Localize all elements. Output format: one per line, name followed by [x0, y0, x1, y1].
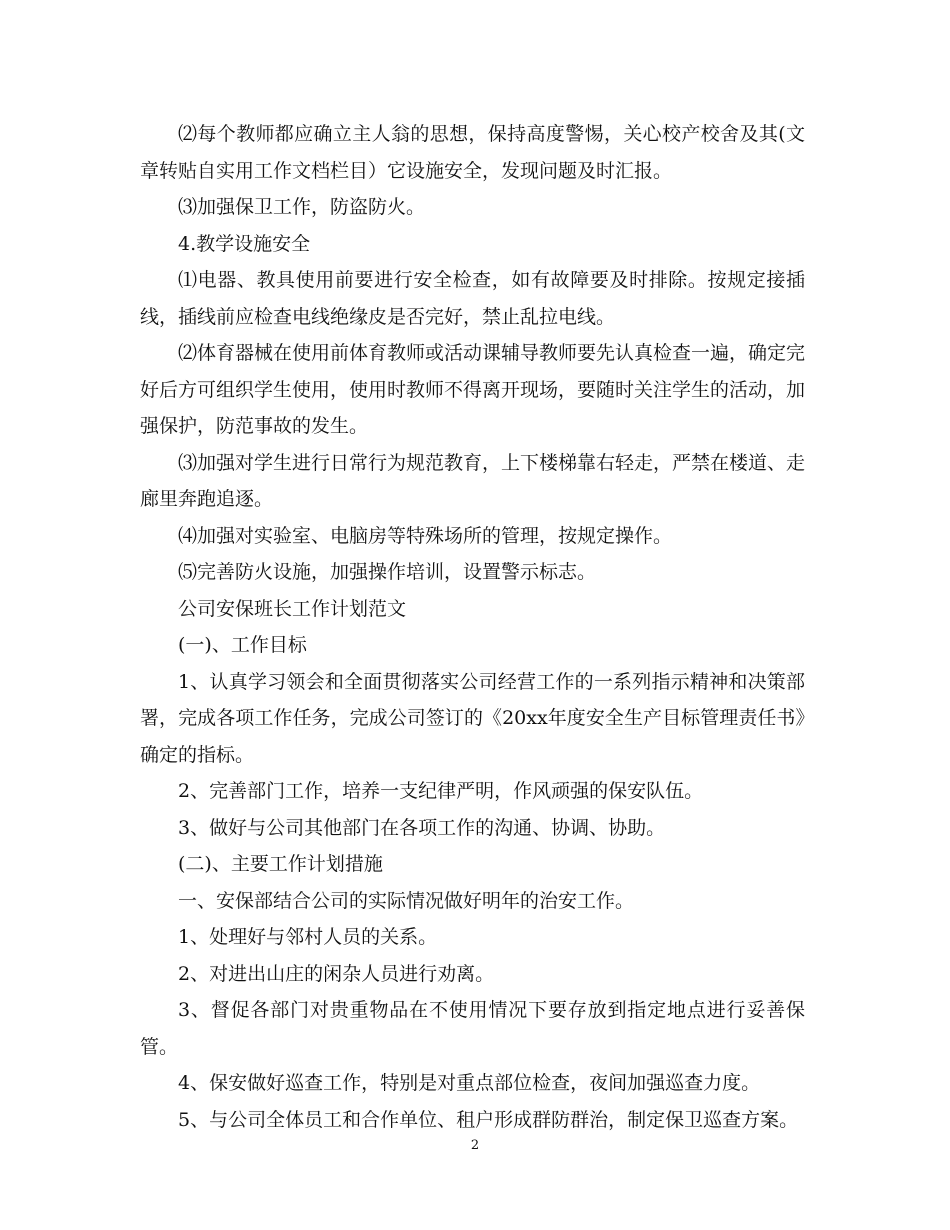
section-heading-main-measures: (二)、主要工作计划措施	[178, 853, 383, 875]
paragraph-18: 3、督促各部门对贵重物品在不使用情况下要存放到指定地点进行妥善保管。	[140, 999, 805, 1058]
paragraph-11: 1、认真学习领会和全面贯彻落实公司经营工作的一系列指示精神和决策部署，完成各项工作任务，完成公司签订的《20xx年度安全生产目标管理责任书》确定的指标。	[140, 670, 805, 766]
paragraph-4: ⑴电器、教具使用前要进行安全检查，如有故障要及时排除。按规定接插线，插线前应检查电线绝缘皮是否完好，禁止乱拉电线。	[140, 269, 805, 328]
paragraph-13: 3、做好与公司其他部门在各项工作的沟通、协调、协助。	[178, 816, 666, 839]
document-title-security-plan: 公司安保班长工作计划范文	[178, 597, 407, 620]
paragraph-15: 一、安保部结合公司的实际情况做好明年的治安工作。	[178, 889, 635, 912]
paragraph-2: ⑶加强保卫工作，防盗防火。	[178, 196, 426, 218]
document-body	[140, 116, 805, 1138]
page-number: 2	[470, 1138, 480, 1153]
paragraph-17: 2、对进出山庄的闲杂人员进行劝离。	[178, 962, 495, 985]
section-heading-teaching-facilities: 4.教学设施安全	[178, 232, 311, 255]
paragraph-5: ⑵体育器械在使用前体育教师或活动课辅导教师要先认真检查一遍，确定完好后方可组织学生使用，使用时教师不得离开现场，要随时关注学生的活动，加强保护，防范事故的发生。	[140, 342, 806, 437]
paragraph-8: ⑸完善防火设施，加强操作培训，设置警示标志。	[178, 561, 597, 583]
paragraph-7: ⑷加强对实验室、电脑房等特殊场所的管理，按规定操作。	[178, 524, 673, 547]
paragraph-19: 4、保安做好巡查工作，特别是对重点部位检查，夜间加强巡查力度。	[178, 1072, 761, 1094]
paragraph-1: ⑵每个教师都应确立主人翁的思想，保持高度警惕，关心校产校舍及其(文章转贴自实用工作文档栏目）它设施安全，发现问题及时汇报。	[140, 123, 805, 182]
paragraph-12: 2、完善部门工作，培养一支纪律严明，作风顽强的保安队伍。	[178, 780, 704, 802]
paragraph-20: 5、与公司全体员工和合作单位、租户形成群防群治，制定保卫巡查方案。	[178, 1108, 799, 1131]
section-heading-work-goals: (一)、工作目标	[178, 634, 307, 656]
paragraph-16: 1、处理好与邻村人员的关系。	[178, 926, 438, 948]
paragraph-6: ⑶加强对学生进行日常行为规范教育，上下楼梯靠右轻走，严禁在楼道、走廊里奔跑追逐。	[140, 451, 806, 510]
